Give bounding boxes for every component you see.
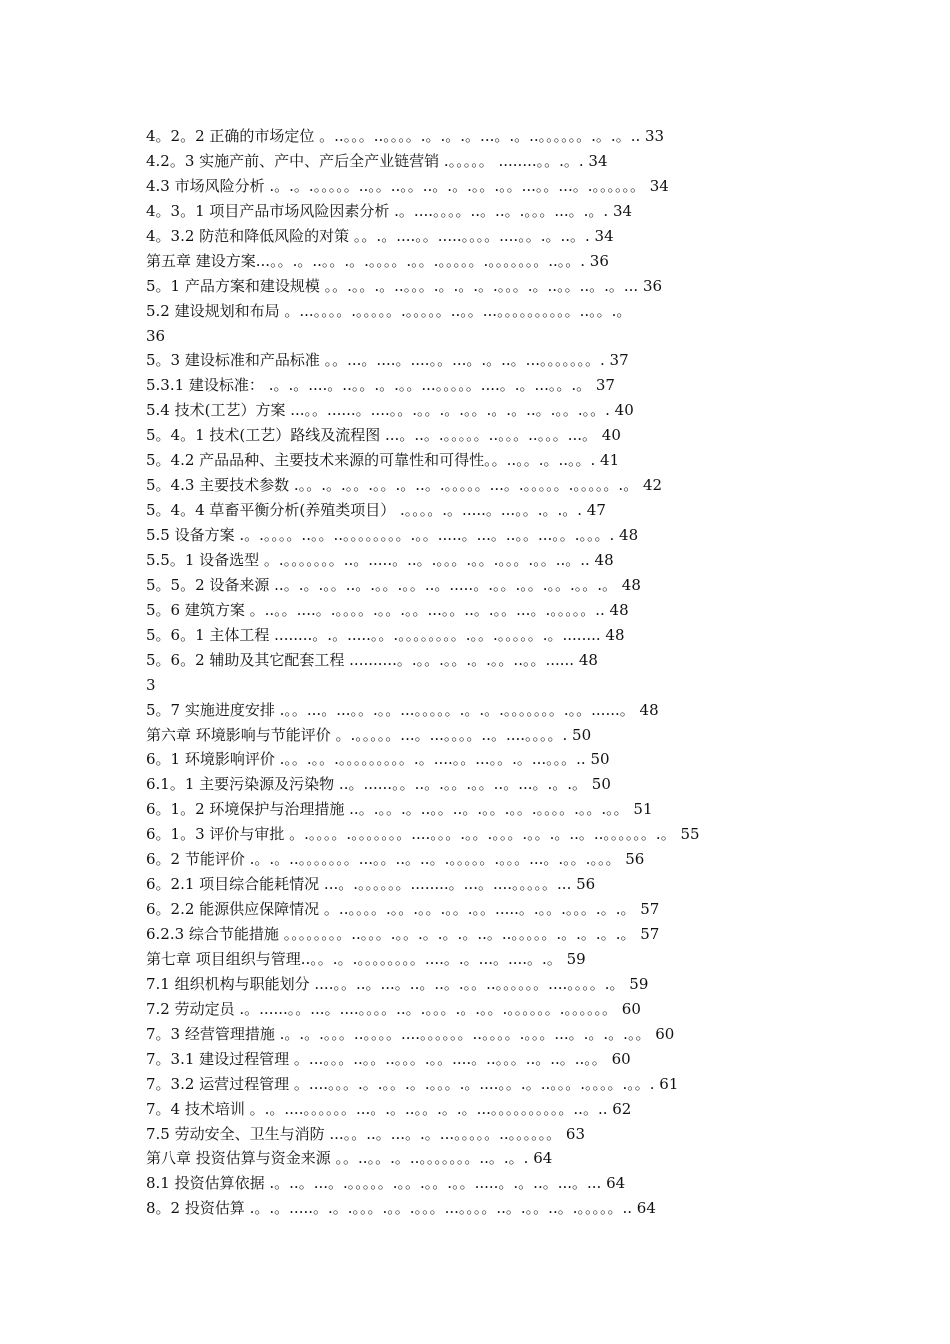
toc-entry: 4.3 市场风险分析 .。.。.。。。。。..。。..。。..。.。.。。.。。...。。...。.。。。。。。 34 — [146, 176, 669, 195]
toc-entry: 第七章 项目组织与管理..。。.。.。。。。。。。。....。.。...。....。.。 59 — [146, 949, 586, 968]
toc-entry: 5。3 建设标准和产品标准 。。...。....。....。。...。.。..。...。。。。。。。. 37 — [146, 351, 629, 370]
toc-entry: 7。3.2 运营过程管理 。....。。。.。.。。.。.。。。.。....。。.。..。。。.。。。。.。。. 61 — [146, 1074, 679, 1093]
toc-entry: 3 — [146, 675, 156, 694]
toc-entry: 第五章 建设方案...。。.。..。。.。.。。。。.。。.。。。。。.。。。。。。。..。。. 36 — [146, 251, 609, 270]
toc-entry: 7.2 劳动定员 .。......。。...。....。。。。..。.。。。.。.。。.。。。。。。.。。。。。。 60 — [146, 999, 641, 1018]
toc-entry: 4。3.2 防范和降低风险的对策 。。.。....。。.....。。。。....。。.。..。. 34 — [146, 226, 614, 245]
toc-entry: 5。1 产品方案和建设规模 。。.。。.。..。。。.。.。.。.。。。.。..。。..。.。... 36 — [146, 276, 663, 295]
toc-entry: 5。4。4 草畜平衡分析(养殖类项目） .。。。。.。.....。...。。.。.。. 47 — [146, 501, 606, 520]
toc-entry: 6。2 节能评价 .。.。..。。。。。。。...。。..。..。.。。。。。.。。。...。.。。.。。。 56 — [146, 850, 645, 869]
toc-entry: 4.2。3 实施产前、产中、产后全产业链营销 .。。。。。 ........。。.。. 34 — [146, 151, 608, 170]
toc-entry: 5.5 设备方案 .。.。。。。..。。..。。。。。。。。.。。.....。...。..。。...。。.。。。. 48 — [146, 526, 639, 544]
toc-entry: 8。2 投资估算 .。.。.....。.。.。。。.。。.。。。...。。。。..。.。。..。.。。。。。.. 64 — [146, 1199, 656, 1218]
toc-entry: 5.2 建设规划和布局 。...。。。。.。。。。。.。。。。。..。。...。。。。。。。。。。..。。.。 — [146, 301, 632, 320]
toc-entry: 5.3.1 建设标准： .。.。....。..。。.。.。。...。。。。。....。.。...。。.。 37 — [146, 376, 615, 395]
toc-entry: 6。1。3 评价与审批 。.。。。。.。。。。。。。....。。。.。。.。。。.。。.。..。..。。。。。。.。 55 — [146, 825, 700, 844]
toc-entry: 36 — [146, 326, 166, 345]
toc-entry: 7。3.1 建设过程管理 。...。。。..。。..。。。.。。....。..。。。..。..。..。。 60 — [146, 1049, 631, 1068]
toc-entry: 7.5 劳动安全、卫生与消防 ...。。..。...。.。...。。。。。..。。。。。。 63 — [146, 1124, 586, 1143]
toc-entry: 5。6 建筑方案 。..。。....。.。。。。.。。.。。...。。..。.。。...。.。。。。。.. 48 — [146, 600, 629, 619]
toc-entry: 6。1 环境影响评价 .。。.。。.。。。。。。。。。.。....。。...。。.。...。。。.. 50 — [146, 750, 610, 769]
toc-entry: 5。4.3 主要技术参数 .。。.。.。。.。。.。..。.。。。。。...。.。。。。。.。。。。。.。 42 — [146, 476, 663, 495]
toc-entry: 5。4。1 技术(工艺）路线及流程图 ...。..。.。。。。。..。。。..。。。...。 40 — [146, 426, 621, 445]
toc-entry: 5.5。1 设备选型 。.。。。。。。。..。.....。..。.。。。.。。.。。。.。。..。.. 48 — [146, 550, 614, 569]
toc-entry: 5.4 技术(工艺）方案 ...。。......。....。。.。。.。.。。.。.。..。.。。.。。. 40 — [146, 401, 634, 420]
toc-entry: 6。1。2 环境保护与治理措施 ..。.。。.。..。。..。.。。.。。.。。。。.。。.。。 51 — [146, 800, 653, 819]
toc-entry: 7.1 组织机构与职能划分 ....。。..。...。..。..。.。。..。。。。。。....。。。。.。 59 — [146, 974, 649, 993]
toc-entry: 第八章 投资估算与资金来源 。。..。。.。..。。。。。。。..。.。. 64 — [146, 1149, 553, 1168]
toc-entry: 5。4.2 产品品种、主要技术来源的可靠性和可得性。。..。。.。..。。. 41 — [146, 451, 620, 470]
toc-entry: 7。4 技术培训 。.。....。。。。。。...。.。..。。.。.。...。。。。。。。。。。..。.. 62 — [146, 1099, 632, 1118]
toc-entry: 4。3。1 项目产品市场风险因素分析 .。....。。。。..。..。.。。。...。.。. 34 — [146, 201, 633, 220]
toc-entry: 8.1 投资估算依据 .。..。...。.。。。。。.。。.。。.。。.....。.。..。...。... 64 — [146, 1174, 626, 1193]
toc-entry: 5。6。2 辅助及其它配套工程 ..........。.。。.。。.。.。。..。。...... 48 — [146, 650, 598, 669]
toc-entry: 6。2.1 项目综合能耗情况 ...。.。。。。。。........。...。....。。。。。... 56 — [146, 875, 596, 894]
toc-entry: 5。6。1 主体工程 ........。.。.....。。.。。。。。。。。.。。.。。。。。.。........ 48 — [146, 625, 625, 644]
toc-entry: 4。2。2 正确的市场定位 。..。。。..。。。。.。.。.。...。.。..。。。。。。.。.。.. 33 — [146, 127, 665, 145]
toc-entry: 6.1。1 主要污染源及污染物 ..。......。。..。.。。.。。..。...。.。.。 50 — [146, 775, 611, 794]
toc-entry: 5。5。2 设备来源 ..。.。.。。..。.。。.。。..。.....。.。。.。。.。。.。。.。 48 — [146, 575, 641, 594]
toc-entry: 7。3 经营管理措施 .。.。.。。。..。。。。....。。。。。。..。。。。.。。。...。.。.。.。。 60 — [146, 1024, 675, 1043]
toc-entry: 6.2.3 综合节能措施 。。。。。。。。..。。。.。。.。.。.。..。..。。。。。.。.。.。.。 57 — [146, 925, 660, 943]
toc-entry: 6。2.2 能源供应保障情况 。..。。。。.。。.。。.。。.。。.....。.。。.。。。.。.。 57 — [146, 900, 660, 919]
toc-entry: 5。7 实施进度安排 .。。...。...。。.。。...。。。。。.。.。.。。。。。。。.。。......。 48 — [146, 700, 659, 719]
toc-entry: 第六章 环境影响与节能评价 。.。。。。。...。...。。。。..。....。。。。. 50 — [146, 725, 592, 744]
table-of-contents — [146, 124, 826, 1221]
